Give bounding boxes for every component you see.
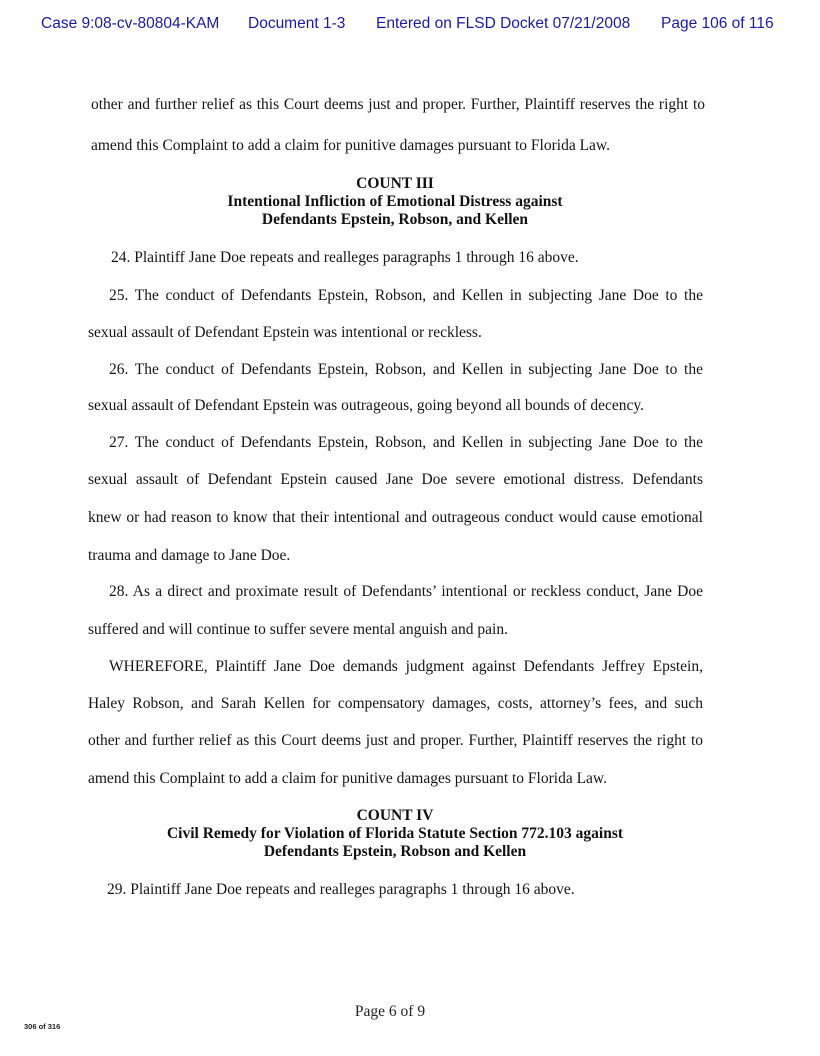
paragraph-24: 24. Plaintiff Jane Doe repeats and realleges paragraphs 1 through 16 above. xyxy=(111,249,579,266)
body-line: sexual assault of Defendant Epstein caused Jane Doe severe emotional distress. Defendants xyxy=(88,471,703,488)
body-line: amend this Complaint to add a claim for punitive damages pursuant to Florida Law. xyxy=(91,137,610,154)
footer-page-number: Page 6 of 9 xyxy=(354,1003,426,1020)
body-line: sexual assault of Defendant Epstein was intentional or reckless. xyxy=(88,324,482,341)
header-page-number: Page 106 of 116 xyxy=(661,15,774,32)
body-line: other and further relief as this Court deems just and proper. Further, Plaintiff reserves the right to xyxy=(88,732,703,749)
count-iii-subtitle-line-2: Defendants Epstein, Robson, and Kellen xyxy=(261,211,529,228)
case-number: Case 9:08-cv-80804-KAM xyxy=(41,15,220,32)
body-line: suffered and will continue to suffer severe mental anguish and pain. xyxy=(88,621,508,638)
count-iv-title: COUNT IV xyxy=(356,807,434,824)
document-number: Document 1-3 xyxy=(248,15,346,32)
body-line: other and further relief as this Court deems just and proper. Further, Plaintiff reserves the right to xyxy=(91,96,705,113)
body-line: Haley Robson, and Sarah Kellen for compensatory damages, costs, attorney’s fees, and such xyxy=(88,695,703,712)
body-line: trauma and damage to Jane Doe. xyxy=(88,547,291,564)
count-iii-subtitle-line-1: Intentional Infliction of Emotional Distress against xyxy=(227,193,563,210)
body-line: knew or had reason to know that their intentional and outrageous conduct would cause emotional xyxy=(88,509,703,526)
paragraph-25: 25. The conduct of Defendants Epstein, Robson, and Kellen in subjecting Jane Doe to the xyxy=(109,287,703,304)
paragraph-26: 26. The conduct of Defendants Epstein, Robson, and Kellen in subjecting Jane Doe to the xyxy=(109,361,703,378)
paragraph-28: 28. As a direct and proximate result of Defendants’ intentional or reckless conduct, Jane Doe xyxy=(109,583,703,600)
body-line: amend this Complaint to add a claim for punitive damages pursuant to Florida Law. xyxy=(88,770,607,787)
wherefore-paragraph: WHEREFORE, Plaintiff Jane Doe demands judgment against Defendants Jeffrey Epstein, xyxy=(109,658,703,675)
bates-stamp: 306 of 316 xyxy=(24,1022,61,1031)
paragraph-27: 27. The conduct of Defendants Epstein, Robson, and Kellen in subjecting Jane Doe to the xyxy=(109,434,703,451)
count-iii-title: COUNT III xyxy=(356,175,434,192)
count-iv-subtitle-line-2: Defendants Epstein, Robson and Kellen xyxy=(263,843,527,860)
docket-entry-date: Entered on FLSD Docket 07/21/2008 xyxy=(376,15,631,32)
docket-header xyxy=(0,15,820,39)
count-iv-subtitle-line-1: Civil Remedy for Violation of Florida Statute Section 772.103 against xyxy=(166,825,624,842)
body-line: sexual assault of Defendant Epstein was outrageous, going beyond all bounds of decency. xyxy=(88,397,644,414)
paragraph-29: 29. Plaintiff Jane Doe repeats and realleges paragraphs 1 through 16 above. xyxy=(107,881,575,898)
